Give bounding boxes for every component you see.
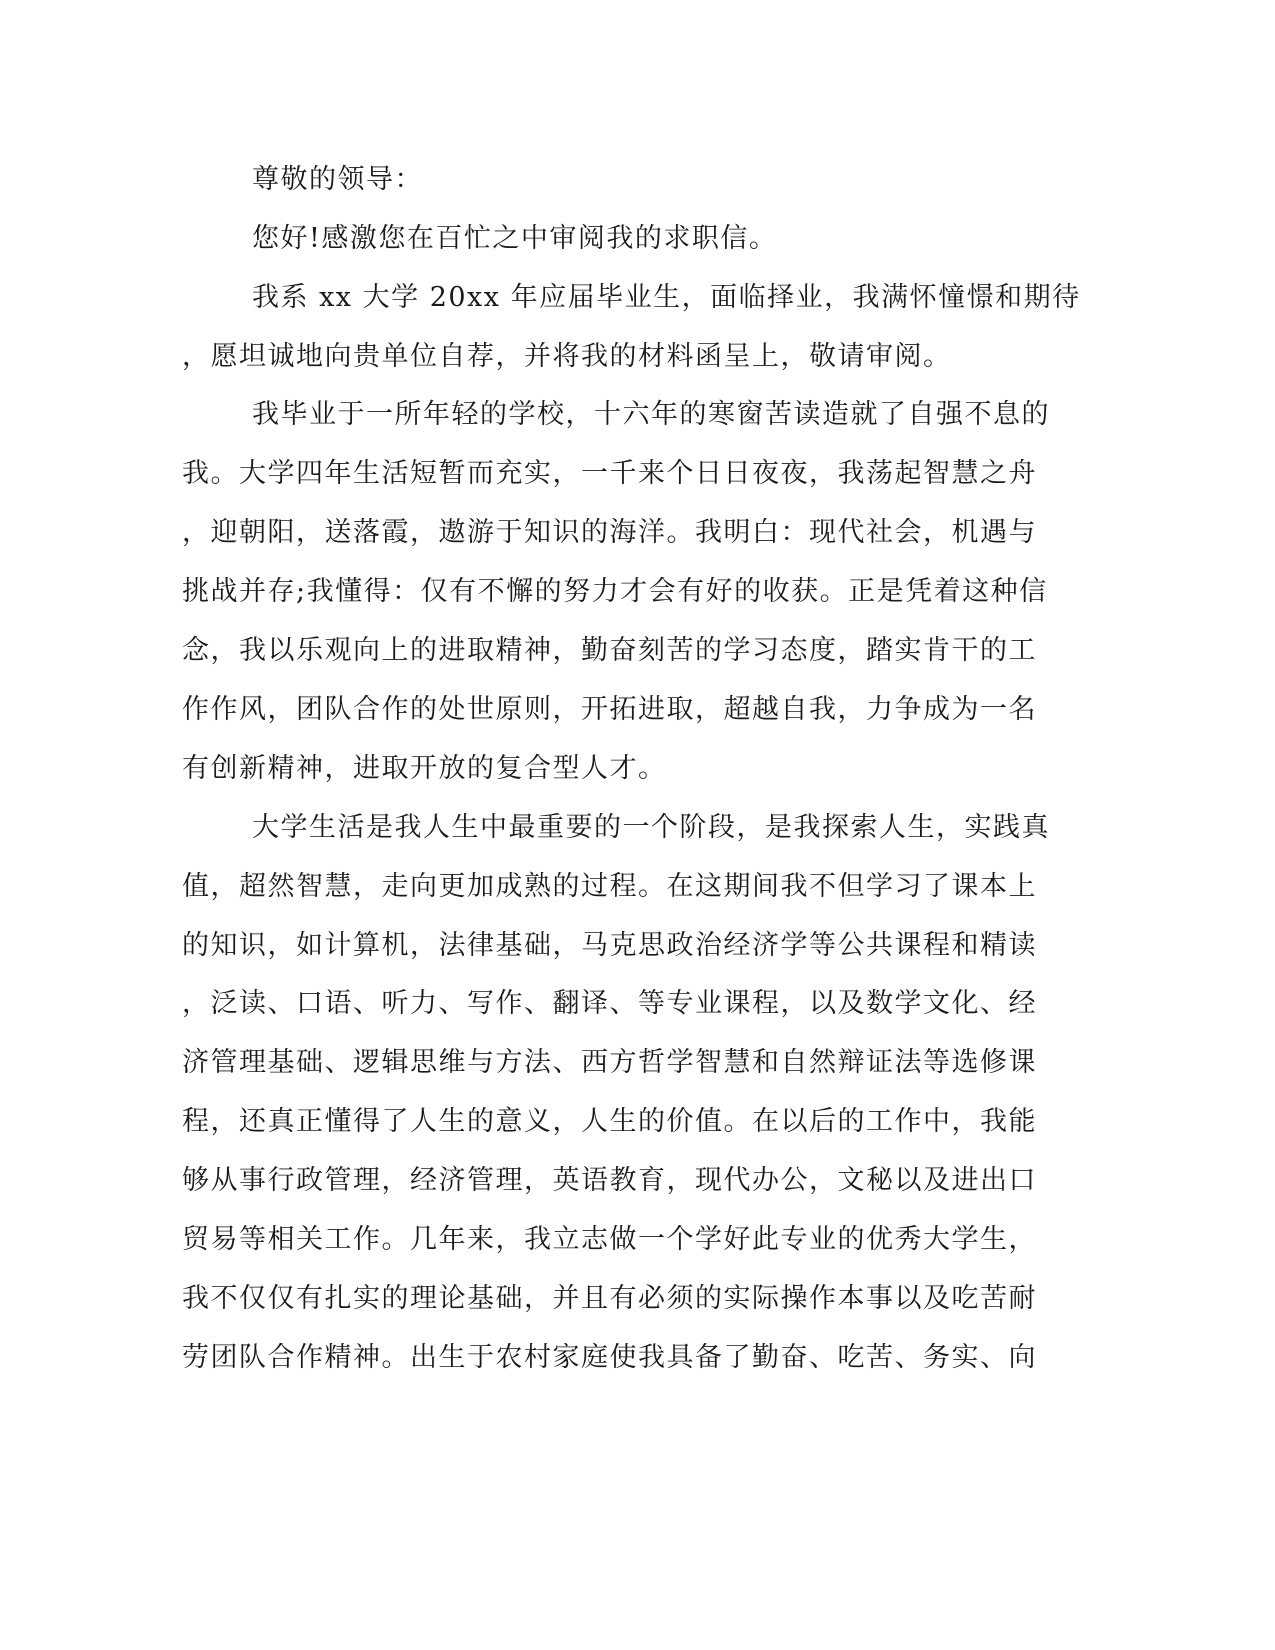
- paragraph-line: 程，还真正懂得了人生的意义，人生的价值。在以后的工作中，我能: [182, 1106, 1037, 1137]
- paragraph-line: 贸易等相关工作。几年来，我立志做一个学好此专业的优秀大学生，: [182, 1224, 1037, 1255]
- paragraph-line: ，迎朝阳，送落霞，遨游于知识的海洋。我明白：现代社会，机遇与: [182, 517, 1037, 548]
- paragraph-line: 济管理基础、逻辑思维与方法、西方哲学智慧和自然辩证法等选修课: [182, 1047, 1037, 1078]
- paragraph-line: 的知识，如计算机，法律基础，马克思政治经济学等公共课程和精读: [182, 930, 1037, 961]
- paragraph-line: 我不仅仅有扎实的理论基础，并且有必须的实际操作本事以及吃苦耐: [182, 1283, 1037, 1314]
- paragraph-line: 够从事行政管理，经济管理，英语教育，现代办公，文秘以及进出口: [182, 1165, 1037, 1196]
- paragraph-line: 作作风，团队合作的处世原则，开拓进取，超越自我，力争成为一名: [182, 694, 1037, 725]
- paragraph-line: 值，超然智慧，走向更加成熟的过程。在这期间我不但学习了课本上: [182, 871, 1037, 902]
- paragraph-line: 挑战并存;我懂得：仅有不懈的努力才会有好的收获。正是凭着这种信: [182, 576, 1048, 607]
- paragraph-line: ，泛读、口语、听力、写作、翻译、等专业课程，以及数学文化、经: [182, 988, 1037, 1019]
- paragraph-line: 大学生活是我人生中最重要的一个阶段，是我探索人生，实践真: [252, 812, 1050, 843]
- paragraph-line: 有创新精神，进取开放的复合型人才。: [182, 753, 667, 784]
- paragraph-line: 我系 xx 大学 20xx 年应届毕业生，面临择业，我满怀憧憬和期待: [252, 282, 1081, 313]
- paragraph-line: 我毕业于一所年轻的学校，十六年的寒窗苦读造就了自强不息的: [252, 399, 1050, 430]
- paragraph-line: 劳团队合作精神。出生于农村家庭使我具备了勤奋、吃苦、务实、向: [182, 1342, 1037, 1373]
- salutation: 尊敬的领导：: [252, 164, 423, 195]
- paragraph-line: ，愿坦诚地向贵单位自荐，并将我的材料函呈上，敬请审阅。: [182, 341, 952, 372]
- paragraph-line: 念，我以乐观向上的进取精神，勤奋刻苦的学习态度，踏实肯干的工: [182, 635, 1037, 666]
- greeting-line: 您好!感激您在百忙之中审阅我的求职信。: [252, 223, 778, 254]
- paragraph-line: 我。大学四年生活短暂而充实，一千来个日日夜夜，我荡起智慧之舟: [182, 458, 1037, 489]
